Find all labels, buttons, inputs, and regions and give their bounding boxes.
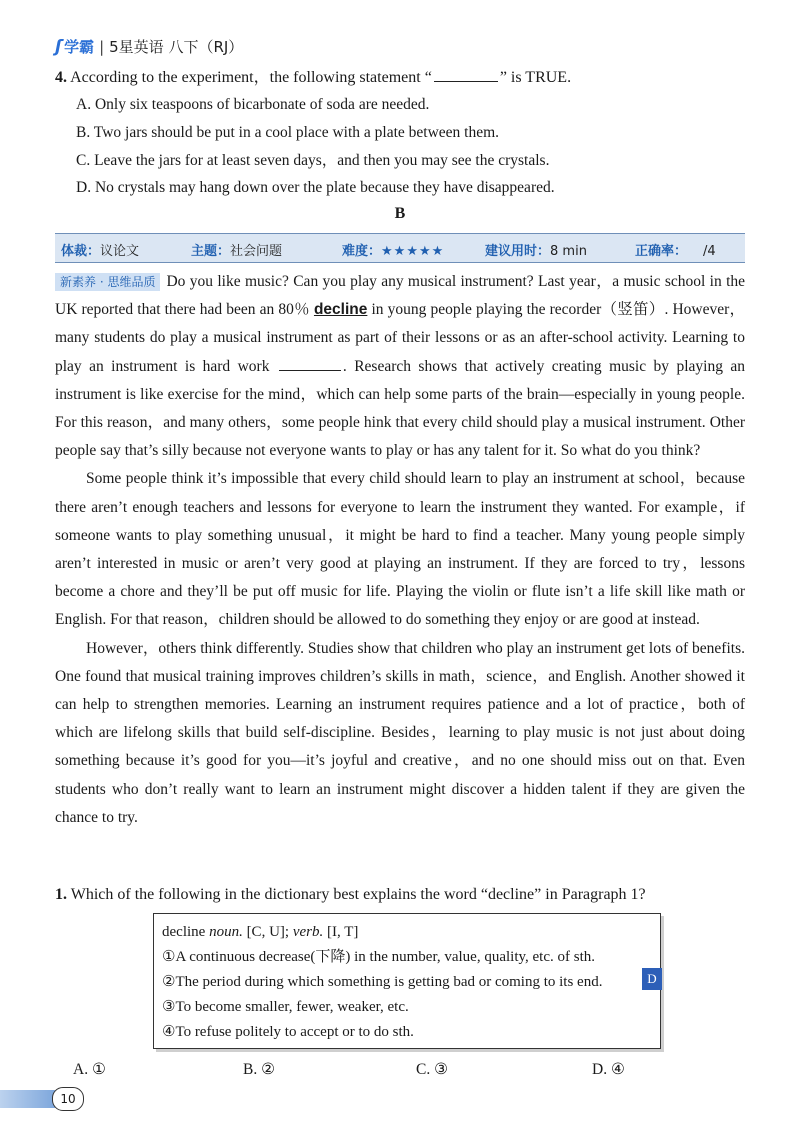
- brand-logo-icon: ʃ: [55, 36, 63, 57]
- question-4-stem: [55, 64, 571, 92]
- footer-decoration: [0, 1090, 55, 1108]
- book-title: 5星英语 八下（RJ）: [109, 38, 244, 56]
- accuracy-value: /4: [703, 244, 716, 259]
- genre-value: 议论文: [100, 244, 140, 259]
- page-number: 10: [52, 1087, 84, 1111]
- dictionary-headword-line: [162, 920, 652, 945]
- part-of-speech: verb.: [292, 924, 324, 940]
- paragraph-text: . Research shows that actively creating music by playing an instrument is like exercise for the mind，which can help some parts of the brain—especially in young people. For this reason，and many others，some people hink that every child should play a musical instrument. Other people say that’s silly because not everyone wants to play or has any talent for it. So what do you think?: [55, 357, 745, 460]
- header-separator: |: [99, 37, 105, 56]
- question-number: 4.: [55, 69, 67, 86]
- time-info: [485, 240, 587, 259]
- grammar-tags: [C, U];: [242, 924, 293, 940]
- theme-value: 社会问题: [230, 244, 283, 259]
- section-heading: B: [394, 205, 406, 222]
- headword: decline: [162, 924, 210, 940]
- answer-option-c[interactable]: C. ③: [416, 1061, 448, 1078]
- dictionary-sense-3: ③To become smaller, fewer, weaker, etc.: [162, 999, 409, 1015]
- grammar-tags: [I, T]: [323, 924, 359, 940]
- passage-blank[interactable]: [279, 356, 341, 371]
- stem-text: ” is TRUE.: [499, 69, 572, 86]
- option-a[interactable]: A. Only six teaspoons of bicarbonate of soda are needed.: [76, 96, 430, 113]
- accuracy-info: [635, 240, 716, 259]
- theme-info: [191, 240, 282, 259]
- theme-label: 主题：: [191, 244, 231, 259]
- dictionary-sense-2: ②The period during which something is getting bad or coming to its end.: [162, 974, 603, 990]
- paragraph-3: However，others think differently. Studies show that children who play an instrument get lots of benefits. One found that musical training improves children’s skills in math，science，and English. Another showed it can help to strengthen memories. Learning an instrument requires patience and a lot of practice，both of which are lifelong skills that build self-discipline. Besides，learning to play music is not just about doing something because it’s good for you—it’s joyful and creative，and no one should miss out on that. Even students who don’t really want to learn an instrument might discover a hidden talent if they are given the chance to try.: [55, 639, 745, 826]
- paragraph-text: Do you like music? Can you play any musical instrument? Last year，a music school in the UK reported that there had been an 80％: [55, 273, 745, 319]
- dictionary-sense-4: ④To refuse politely to accept or to do sth.: [162, 1024, 414, 1040]
- paragraph-text: in young people playing the recorder（竖笛）. However，many students do play a musical instrument as part of their lessons or as an after-school activity. Learning to play an instrument is hard work: [55, 301, 746, 375]
- answer-option-b[interactable]: B. ②: [243, 1061, 275, 1078]
- genre-info: [61, 240, 139, 259]
- time-value: 8 min: [550, 244, 587, 259]
- question-1-stem: [55, 881, 646, 909]
- paragraph-2: Some people think it’s impossible that every child should learn to play an instrument at school，because there aren’t enough teachers and lessons for everyone to learn the instrument they wanted. For example，if someone wants to play something unusual，it might be hard to find a teacher. Many young people simply aren’t interested in music or aren’t very good at playing an instrument. If they are forced to try，lessons become a chore and they’ll be put off music for life. Playing the violin or flute isn’t a life skill like math or English. For that reason，children should be allowed to do something they enjoy or are good at instead.: [55, 470, 745, 629]
- stem-text: Which of the following in the dictionary best explains the word “decline” in Paragraph 1?: [70, 886, 646, 903]
- option-c[interactable]: C. Leave the jars for at least seven days，and then you may see the crystals.: [76, 152, 550, 169]
- literacy-tag: 新素养 · 思维品质: [55, 273, 160, 291]
- paragraph-1: [55, 268, 745, 465]
- dictionary-entry-box: [153, 913, 661, 1049]
- difficulty-info: [342, 240, 444, 259]
- answer-option-d[interactable]: D. ④: [592, 1061, 625, 1078]
- option-b[interactable]: B. Two jars should be put in a cool place with a plate between them.: [76, 124, 500, 141]
- option-d[interactable]: D. No crystals may hang down over the plate because they have disappeared.: [76, 179, 555, 196]
- answer-option-a[interactable]: A. ①: [73, 1061, 106, 1078]
- time-label: 建议用时：: [485, 244, 551, 259]
- accuracy-label: 正确率：: [635, 244, 688, 259]
- keyword-decline: decline: [313, 301, 368, 319]
- passage-info-bar: [55, 233, 745, 263]
- difficulty-stars-icon: ★★★★★: [381, 244, 445, 259]
- answer-badge: D: [642, 968, 662, 990]
- genre-label: 体裁：: [61, 244, 101, 259]
- difficulty-label: 难度：: [342, 244, 382, 259]
- question-number: 1.: [55, 886, 67, 903]
- answer-blank[interactable]: [434, 67, 498, 82]
- dictionary-sense-1: ①A continuous decrease(下降) in the number, value, quality, etc. of sth.: [162, 949, 596, 965]
- part-of-speech: noun.: [209, 924, 243, 940]
- stem-text: According to the experiment，the following statement “: [70, 69, 432, 86]
- reading-passage: [55, 268, 745, 832]
- running-header: [55, 36, 243, 57]
- brand-logo: 学霸: [64, 38, 95, 56]
